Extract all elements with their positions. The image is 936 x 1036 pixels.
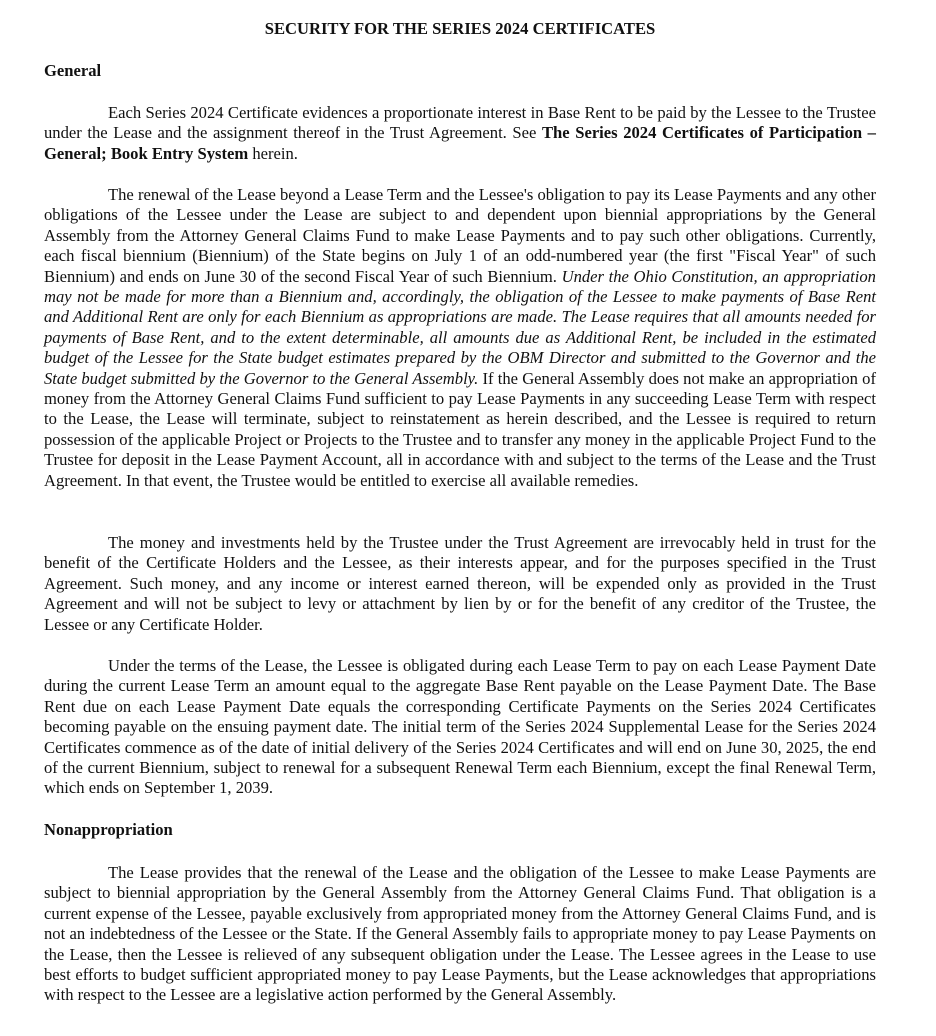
general-paragraph-2 [44, 185, 876, 491]
nonappropriation-paragraph-1: The Lease provides that the renewal of the Lease and the obligation of the Lessee to make Lease Payments are subject to biennial appropriation by the General Assembly from the Attorney General Claims Fund. That obligation is a current expense of the Lessee, payable exclusively from appropriated money from the Attorney General Claims Fund, and is not an indebtedness of the Lessee or the State. If the General Assembly fails to appropriate money to pay Lease Payments on the Lease, then the Lessee is relieved of any subsequent obligation under the Lease. The Lessee agrees in the Lease to use best efforts to budget sufficient appropriated money to pay Lease Payments, but the Lease acknowledges that appropriations with respect to the Lessee are a legislative action performed by the General Assembly. [44, 863, 876, 1005]
general-paragraph-1 [44, 103, 876, 164]
general-p2-italic: Under the Ohio Constitution, an appropriation may not be made for more than a Biennium and, accordingly, the obligation of the Lessee to make payments of Base Rent and Additional Rent are only for each Biennium as appropriations are made. The Lease requires that all amounts needed for payments of Base Rent, and to the extent determinable, all amounts due as Additional Rent, be included in the estimated budget of the Lessee for the State budget estimates prepared by the OBM Director and submitted to the Governor and the State budget submitted by the Governor to the General Assembly. [44, 266, 876, 388]
general-paragraph-3: The money and investments held by the Trustee under the Trust Agreement are irrevocably held in trust for the benefit of the Certificate Holders and the Lessee, as their interests appear, and for the purposes specified in the Trust Agreement. Such money, and any income or interest earned thereon, will be expended only as provided in the Trust Agreement and will not be subject to levy or attachment by lien by or for the benefit of any creditor of the Trustee, the Lessee or any Certificate Holder. [44, 533, 876, 634]
general-p1-bold-reference: The Series 2024 Certificates of Participation – General; Book Entry System [44, 123, 876, 163]
general-paragraph-4: Under the terms of the Lease, the Lessee is obligated during each Lease Term to pay on each Lease Payment Date during the current Lease Term an amount equal to the aggregate Base Rent payable on the Lease Payment Date. The Base Rent due on each Lease Payment Date equals the corresponding Certificate Payments on the Series 2024 Certificates becoming payable on the ensuing payment date. The initial term of the Series 2024 Supplemental Lease for the Series 2024 Certificates commence as of the date of initial delivery of the Series 2024 Certificates and will end on June 30, 2025, the end of the current Biennium, subject to renewal for a subsequent Renewal Term each Biennium, except the final Renewal Term, which ends on September 1, 2039. [44, 656, 876, 798]
section-heading-general: General [44, 61, 102, 80]
general-p2-text-b: If the General Assembly does not make an appropriation of money from the Attorney General Claims Fund sufficient to pay Lease Payments in any succeeding Lease Term with respect to the Lease, the Lease will terminate, subject to reinstatement as herein described, and the Lessee is required to return possession of the applicable Project or Projects to the Trustee and to transfer any money in the applicable Project Fund to the Trustee for deposit in the Lease Payment Account, all in accordance with and subject to the terms of the Lease and the Trust Agreement. In that event, the Trustee would be entitled to exercise all available remedies. [44, 368, 876, 490]
general-p1-text-b: herein. [248, 143, 298, 163]
general-p2-text-a: The renewal of the Lease beyond a Lease Term and the Lessee's obligation to pay its Lease Payments and any other obligations of the Lessee under the Lease are subject to and dependent upon biennial appropriations by the General Assembly from the Attorney General Claims Fund to make Lease Payments and to pay such other obligations. Currently, each fiscal biennium (Biennium) of the State begins on July 1 of an odd-numbered year (the first "Fiscal Year" of such Biennium) and ends on June 30 of the second Fiscal Year of such Biennium. [44, 185, 876, 286]
general-p1-text-a: Each Series 2024 Certificate evidences a proportionate interest in Base Rent to be paid by the Lessee to the Trustee under the Lease and the assignment thereof in the Trust Agreement. See [44, 103, 876, 143]
document-title: SECURITY FOR THE SERIES 2024 CERTIFICATES [264, 19, 656, 38]
section-heading-nonappropriation: Nonappropriation [44, 820, 173, 839]
